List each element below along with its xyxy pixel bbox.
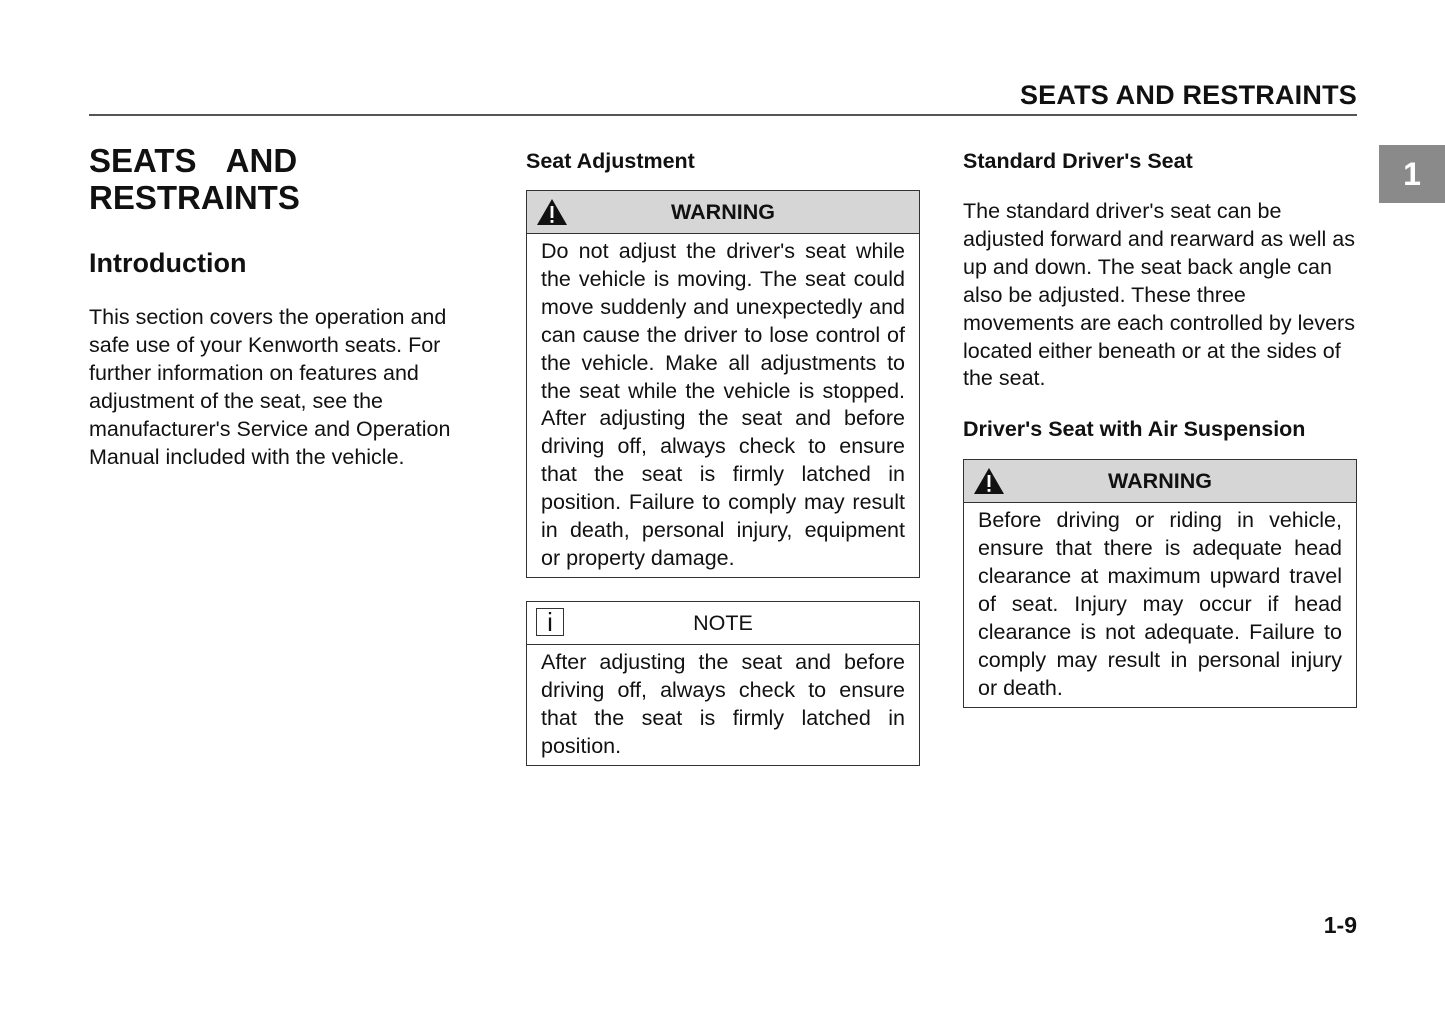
section-title: [89, 142, 481, 216]
warning-text: Before driving or riding in vehicle, ensure that there is adequate head clearance at maximum upward travel of seat. Injury may occur if head clearance is not adequate. Failure to comply may result in personal injury or death.: [978, 508, 1342, 700]
warning-label: WARNING: [1108, 469, 1212, 494]
warning-label: WARNING: [671, 200, 775, 224]
note-label: NOTE: [693, 610, 753, 635]
column-introduction: [89, 140, 481, 471]
section-title-line1: SEATS AND: [89, 142, 298, 179]
note-header: [527, 602, 919, 645]
warning-box-air-suspension: [963, 459, 1357, 707]
section-title-line2: RESTRAINTS: [89, 179, 300, 216]
info-icon: i: [536, 608, 564, 636]
subsection-title-introduction: Introduction: [89, 248, 247, 278]
warning-box-seat-adjustment: [526, 190, 920, 578]
warning-triangle-icon: [973, 467, 1005, 495]
warning-text: Do not adjust the driver's seat while the vehicle is moving. The seat could move suddenly and unexpectedly and can cause the driver to lose control of the vehicle. Make all adjustments to the seat while the vehicle is stopped. After adjusting the seat and before driving off, always check to ensure that the seat is firmly latched in position. Failure to comply may result in death, personal injury, equipment or property damage.: [541, 239, 905, 570]
note-text: After adjusting the seat and before driving off, always check to ensure that the seat is firmly latched in position.: [541, 649, 905, 758]
chapter-tab[interactable]: 1: [1379, 145, 1445, 203]
warning-triangle-icon: [536, 198, 568, 226]
warning-header: [527, 191, 919, 234]
heading-standard-drivers-seat: Standard Driver's Seat: [963, 149, 1193, 173]
heading-seat-adjustment: Seat Adjustment: [526, 149, 695, 173]
warning-header: [964, 460, 1356, 503]
heading-air-suspension-seat: Driver's Seat with Air Suspension: [963, 417, 1306, 442]
note-box: [526, 601, 920, 766]
column-drivers-seat: [963, 140, 1357, 708]
page-number: 1-9: [1323, 912, 1357, 938]
running-header: [89, 78, 1357, 116]
column-seat-adjustment: [526, 140, 920, 766]
introduction-paragraph: This section covers the operation and safe use of your Kenworth seats. For further information on features and adjustment of the seat, see the manufacturer's Service and Operation Manual included with the vehicle.: [89, 305, 451, 469]
standard-seat-paragraph: The standard driver's seat can be adjusted forward and rearward as well as up and down. The seat back angle can also be adjusted. These three movements are each controlled by levers located either beneath or at the sides of the seat.: [963, 199, 1355, 391]
running-header-title: SEATS AND RESTRAINTS: [1019, 80, 1357, 110]
